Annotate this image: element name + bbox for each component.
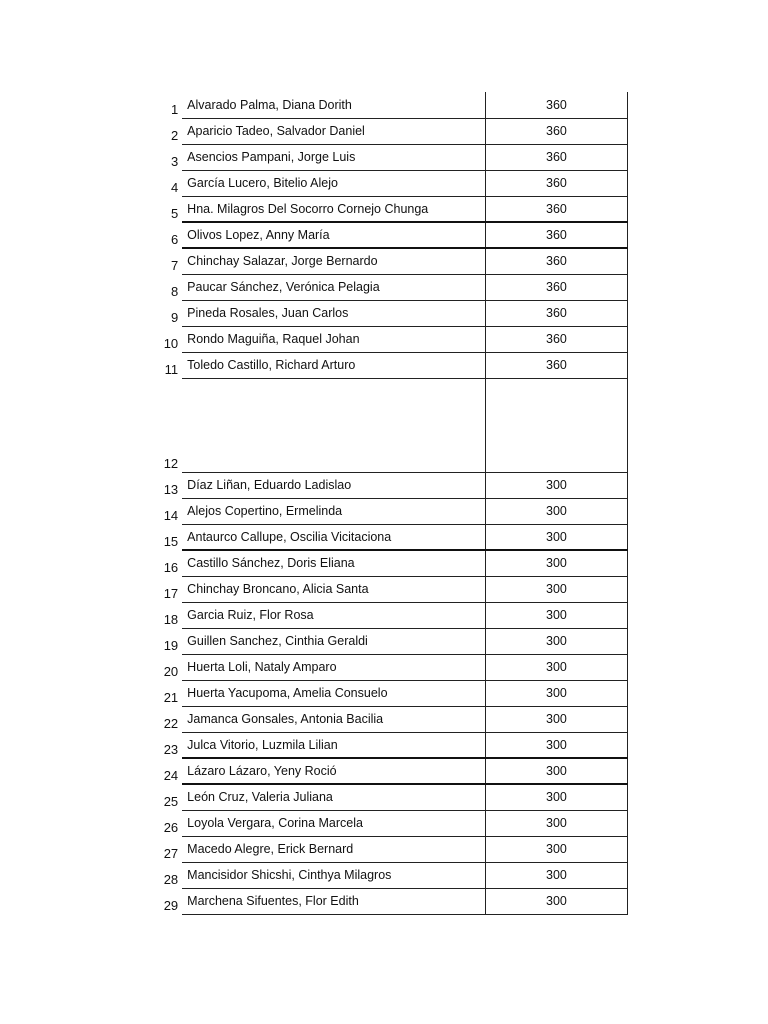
person-name: Alejos Copertino, Ermelinda [182, 498, 485, 524]
row-number: 16 [163, 560, 179, 575]
table-row [158, 248, 628, 274]
person-name: Alvarado Palma, Diana Dorith [182, 92, 485, 118]
amount-value: 360 [485, 170, 627, 196]
person-name: Loyola Vergara, Corina Marcela [182, 810, 485, 836]
row-number: 21 [163, 690, 179, 705]
table-row [158, 706, 628, 732]
amount-value: 300 [485, 758, 627, 784]
person-name: Marchena Sifuentes, Flor Edith [182, 888, 485, 914]
person-name: Díaz Liñan, Eduardo Ladislao [182, 472, 485, 498]
table-row [158, 550, 628, 576]
amount-value: 300 [485, 888, 627, 914]
row-number: 1 [170, 102, 179, 117]
person-name: Hna. Milagros Del Socorro Cornejo Chunga [182, 196, 485, 222]
row-number: 26 [163, 820, 179, 835]
amount-value: 300 [485, 784, 627, 810]
amount-value: 360 [485, 300, 627, 326]
table-row [158, 472, 628, 498]
amount-value: 360 [485, 92, 627, 118]
row-number: 10 [163, 336, 179, 351]
row-number: 11 [164, 362, 179, 377]
table-row [158, 300, 628, 326]
table-row [158, 170, 628, 196]
table-row [158, 810, 628, 836]
table-row [158, 602, 628, 628]
person-name: Mancisidor Shicshi, Cinthya Milagros [182, 862, 485, 888]
table-row [158, 628, 628, 654]
row-number: 20 [163, 664, 179, 679]
roster-table-container [158, 92, 628, 915]
row-number: 17 [163, 586, 179, 601]
row-number: 25 [163, 794, 179, 809]
amount-value: 300 [485, 602, 627, 628]
table-row [158, 222, 628, 248]
row-number: 28 [163, 872, 179, 887]
person-name: Paucar Sánchez, Verónica Pelagia [182, 274, 485, 300]
person-name: Antaurco Callupe, Oscilia Vicitaciona [182, 524, 485, 550]
person-name: Pineda Rosales, Juan Carlos [182, 300, 485, 326]
person-name: Jamanca Gonsales, Antonia Bacilia [182, 706, 485, 732]
table-row [158, 118, 628, 144]
table-row [158, 732, 628, 758]
table-row [158, 654, 628, 680]
table-row [158, 378, 628, 472]
row-number: 22 [163, 716, 179, 731]
person-name: Lázaro Lázaro, Yeny Roció [182, 758, 485, 784]
roster-table [158, 92, 628, 915]
row-number: 19 [163, 638, 179, 653]
person-name [182, 378, 485, 472]
row-number: 9 [170, 310, 179, 325]
amount-value: 300 [485, 810, 627, 836]
table-row [158, 888, 628, 914]
table-row [158, 576, 628, 602]
person-name: Asencios Pampani, Jorge Luis [182, 144, 485, 170]
row-number: 8 [170, 284, 179, 299]
table-row [158, 92, 628, 118]
row-number: 23 [163, 742, 179, 757]
table-row [158, 498, 628, 524]
person-name: Julca Vitorio, Luzmila Lilian [182, 732, 485, 758]
row-number: 29 [163, 898, 179, 913]
amount-value: 360 [485, 118, 627, 144]
person-name: Olivos Lopez, Anny María [182, 222, 485, 248]
person-name: Garcia Ruiz, Flor Rosa [182, 602, 485, 628]
amount-value: 300 [485, 680, 627, 706]
table-row [158, 758, 628, 784]
table-row [158, 274, 628, 300]
person-name: Castillo Sánchez, Doris Eliana [182, 550, 485, 576]
person-name: Chinchay Broncano, Alicia Santa [182, 576, 485, 602]
row-number: 3 [170, 154, 179, 169]
person-name: Huerta Yacupoma, Amelia Consuelo [182, 680, 485, 706]
row-number: 15 [163, 534, 179, 549]
amount-value: 300 [485, 498, 627, 524]
amount-value: 360 [485, 274, 627, 300]
row-number: 14 [163, 508, 179, 523]
table-row [158, 196, 628, 222]
row-number: 13 [163, 482, 179, 497]
person-name: Guillen Sanchez, Cinthia Geraldi [182, 628, 485, 654]
amount-value: 300 [485, 628, 627, 654]
row-number: 6 [170, 232, 179, 247]
amount-value: 360 [485, 222, 627, 248]
table-row [158, 862, 628, 888]
amount-value: 300 [485, 862, 627, 888]
table-row [158, 326, 628, 352]
table-row [158, 352, 628, 378]
amount-value: 360 [485, 248, 627, 274]
table-row [158, 144, 628, 170]
table-row [158, 524, 628, 550]
person-name: Chinchay Salazar, Jorge Bernardo [182, 248, 485, 274]
amount-value [485, 378, 627, 472]
person-name: León Cruz, Valeria Juliana [182, 784, 485, 810]
amount-value: 300 [485, 472, 627, 498]
person-name: Toledo Castillo, Richard Arturo [182, 352, 485, 378]
row-number: 18 [163, 612, 179, 627]
row-number: 27 [163, 846, 179, 861]
row-number: 7 [170, 258, 179, 273]
amount-value: 300 [485, 732, 627, 758]
amount-value: 360 [485, 326, 627, 352]
amount-value: 300 [485, 550, 627, 576]
table-row [158, 836, 628, 862]
amount-value: 300 [485, 654, 627, 680]
row-number: 5 [170, 206, 179, 221]
person-name: Huerta Loli, Nataly Amparo [182, 654, 485, 680]
amount-value: 360 [485, 196, 627, 222]
person-name: Macedo Alegre, Erick Bernard [182, 836, 485, 862]
amount-value: 360 [485, 352, 627, 378]
person-name: Aparicio Tadeo, Salvador Daniel [182, 118, 485, 144]
table-row [158, 680, 628, 706]
amount-value: 360 [485, 144, 627, 170]
row-number: 4 [170, 180, 179, 195]
row-number: 24 [163, 768, 179, 783]
amount-value: 300 [485, 524, 627, 550]
row-number: 2 [170, 128, 179, 143]
row-number: 12 [163, 456, 179, 471]
amount-value: 300 [485, 836, 627, 862]
amount-value: 300 [485, 706, 627, 732]
roster-table-body [158, 92, 628, 914]
table-row [158, 784, 628, 810]
person-name: García Lucero, Bitelio Alejo [182, 170, 485, 196]
person-name: Rondo Maguiña, Raquel Johan [182, 326, 485, 352]
amount-value: 300 [485, 576, 627, 602]
